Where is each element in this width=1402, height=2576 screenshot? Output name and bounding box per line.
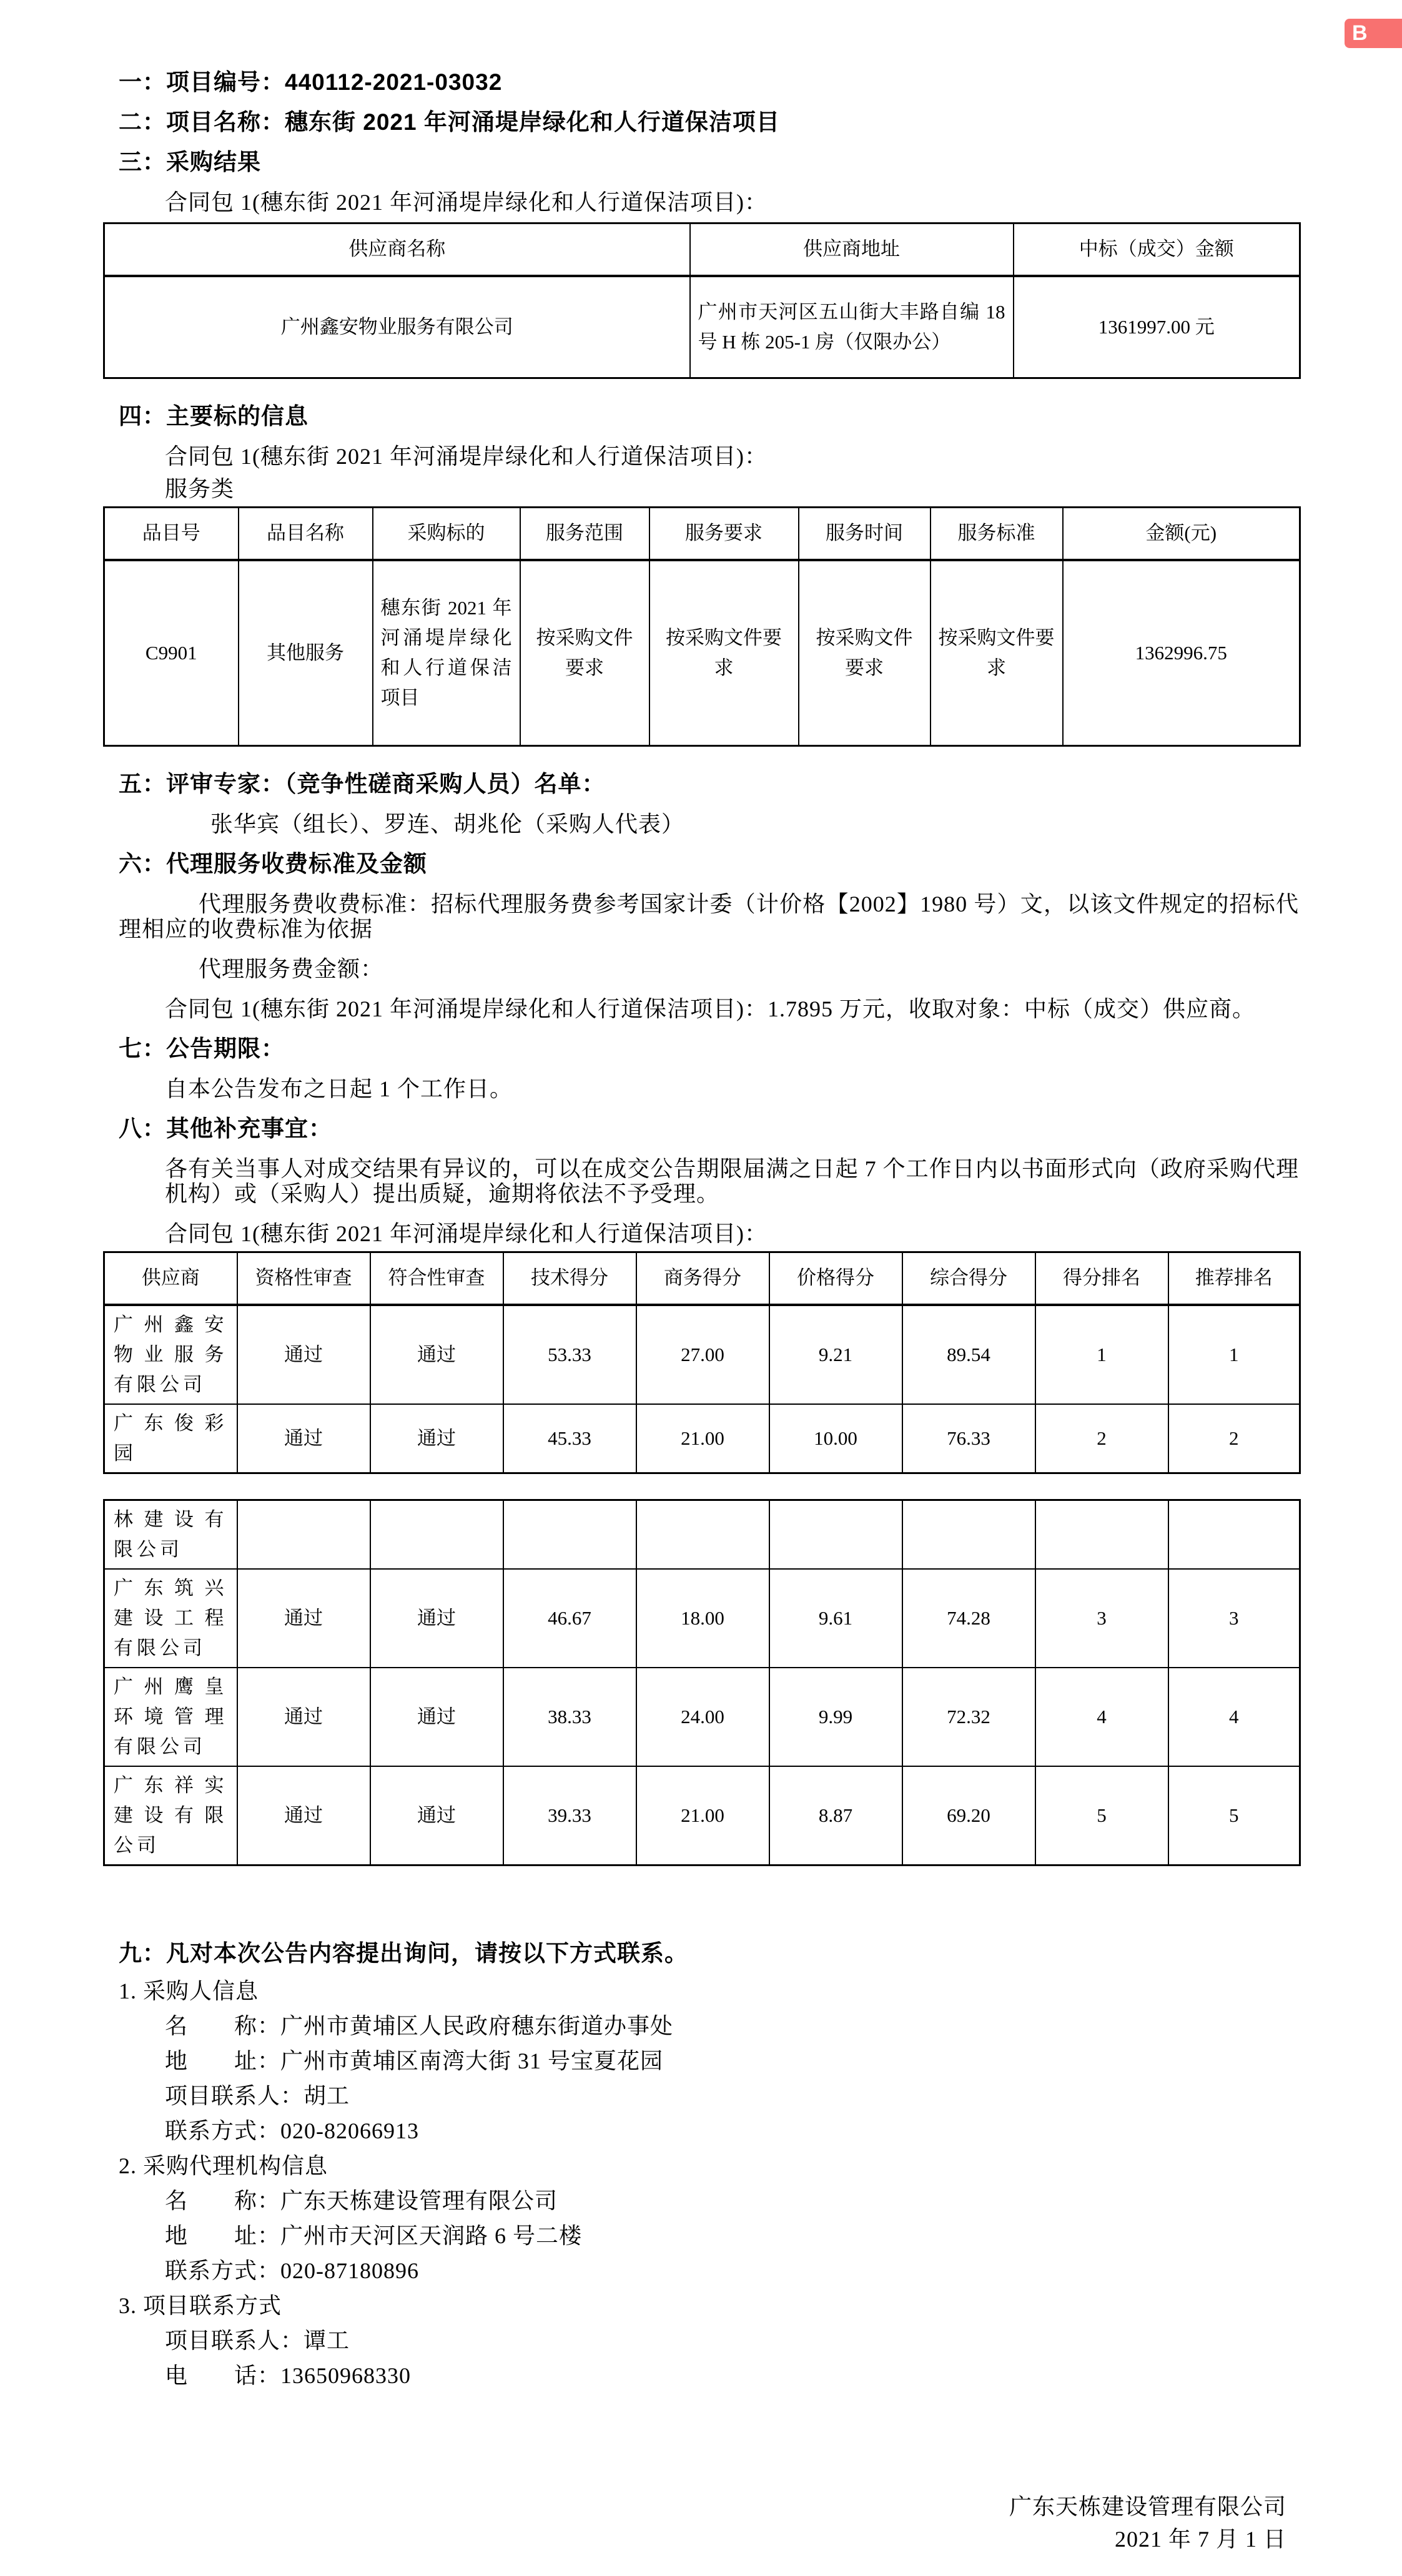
table-cell: 3 — [1168, 1569, 1300, 1668]
table-cell: 21.00 — [636, 1766, 769, 1866]
column-header: 符合性审查 — [370, 1252, 503, 1305]
agency-name: 名 称：广东天栋建设管理有限公司 — [165, 2188, 558, 2213]
section-heading-notice-period: 七：公告期限： — [119, 1036, 285, 1061]
column-header: 中标（成交）金额 — [1014, 224, 1300, 276]
package-line-subject: 合同包 1(穗东街 2021 年河涌堤岸绿化和人行道保洁项目)： — [165, 444, 768, 469]
table-cell: 8.87 — [769, 1766, 902, 1866]
column-header: 服务标准 — [931, 508, 1063, 560]
table-cell: 通过 — [237, 1766, 370, 1866]
table-row — [104, 1500, 1300, 1569]
project-contact-phone: 电 话：13650968330 — [165, 2362, 412, 2388]
column-header: 得分排名 — [1035, 1252, 1168, 1305]
table-cell: 24.00 — [636, 1668, 769, 1766]
section-heading-experts: 五：评审专家：（竞争性磋商采购人员）名单： — [119, 771, 606, 797]
table-row — [104, 1766, 1300, 1866]
table-cell: 2 — [1168, 1404, 1300, 1473]
table-cell — [769, 1500, 902, 1569]
purchaser-contact-person: 项目联系人：胡工 — [165, 2083, 350, 2108]
score-table-body-part2 — [104, 1500, 1300, 1865]
purchaser-name: 名 称：广州市黄埔区人民政府穗东街道办事处 — [165, 2013, 674, 2038]
column-header: 供应商 — [104, 1252, 237, 1305]
table-cell: 广州鑫安物业服务有限公司 — [104, 276, 690, 378]
table-cell — [636, 1500, 769, 1569]
table-cell: 广东俊彩园 — [104, 1404, 237, 1473]
score-table-part2 — [103, 1499, 1301, 1866]
result-table-head — [104, 224, 1300, 276]
fee-standard-paragraph: 代理服务费收费标准：招标代理服务费参考国家计委（计价格【2002】1980 号）文，以该文件规定的招标代理相应的收费标准为依据 — [119, 892, 1299, 941]
table-cell: 通过 — [370, 1305, 503, 1404]
service-class-label: 服务类 — [165, 476, 235, 501]
table-cell: 通过 — [237, 1404, 370, 1473]
table-header-row — [104, 224, 1300, 276]
subject-table-head — [104, 508, 1300, 560]
column-header: 技术得分 — [503, 1252, 636, 1305]
table-cell: 3 — [1035, 1569, 1168, 1668]
table-cell: 53.33 — [503, 1305, 636, 1404]
supplement-text: 各有关当事人对成交结果有异议的，可以在成交公告期限届满之日起 7 个工作日内以书面形式向（政府采购代理机构）或（采购人）提出质疑，逾期将依法不予受理。 — [165, 1156, 1299, 1206]
table-cell: 5 — [1168, 1766, 1300, 1866]
table-cell: 1361997.00 元 — [1014, 276, 1300, 378]
table-cell — [1168, 1500, 1300, 1569]
experts-list: 张华宾（组长）、罗连、胡兆伦（采购人代表） — [210, 812, 685, 837]
table-cell: 21.00 — [636, 1404, 769, 1473]
table-cell: 38.33 — [503, 1668, 636, 1766]
badge-label: B — [1352, 21, 1368, 45]
table-cell: 广州市天河区五山街大丰路自编 18 号 H 栋 205-1 房（仅限办公） — [690, 276, 1014, 378]
table-cell: 45.33 — [503, 1404, 636, 1473]
table-cell: 69.20 — [902, 1766, 1035, 1866]
table-cell: C9901 — [104, 560, 239, 746]
table-row — [104, 1305, 1300, 1404]
fee-amount-line: 合同包 1(穗东街 2021 年河涌堤岸绿化和人行道保洁项目)：1.7895 万元，收取对象：中标（成交）供应商。 — [165, 996, 1255, 1021]
table-cell: 林建设有限公司 — [104, 1500, 237, 1569]
agency-phone: 联系方式：020-87180896 — [165, 2258, 419, 2283]
column-header: 采购标的 — [373, 508, 520, 560]
subject-info-table — [103, 506, 1301, 747]
table-cell: 1362996.75 — [1063, 560, 1300, 746]
section-heading-agency-fee: 六：代理服务收费标准及金额 — [119, 851, 427, 877]
table-cell: 4 — [1035, 1668, 1168, 1766]
table-cell: 广东祥实建设有限公司 — [104, 1766, 237, 1866]
agency-info-title: 2. 采购代理机构信息 — [119, 2153, 328, 2178]
table-cell: 按采购文件要求 — [931, 560, 1063, 746]
purchaser-info-title: 1. 采购人信息 — [119, 1978, 259, 2003]
agency-address: 地 址：广州市天河区天润路 6 号二楼 — [165, 2223, 583, 2248]
table-cell: 9.99 — [769, 1668, 902, 1766]
column-header: 服务时间 — [799, 508, 931, 560]
subject-table-body — [104, 560, 1300, 746]
purchaser-address: 地 址：广州市黄埔区南湾大街 31 号宝夏花园 — [165, 2048, 664, 2073]
column-header: 价格得分 — [769, 1252, 902, 1305]
table-cell: 通过 — [237, 1668, 370, 1766]
score-table-part1 — [103, 1251, 1301, 1474]
floating-badge[interactable] — [1345, 19, 1402, 48]
table-cell: 9.21 — [769, 1305, 902, 1404]
table-cell: 89.54 — [902, 1305, 1035, 1404]
column-header: 商务得分 — [636, 1252, 769, 1305]
column-header: 供应商地址 — [690, 224, 1014, 276]
table-cell: 76.33 — [902, 1404, 1035, 1473]
table-header-row — [104, 1252, 1300, 1305]
result-table-body — [104, 276, 1300, 378]
table-cell: 通过 — [237, 1305, 370, 1404]
table-cell: 5 — [1035, 1766, 1168, 1866]
signature-block — [103, 2494, 1299, 2552]
table-cell: 按采购文件要求 — [799, 560, 931, 746]
project-contact-title: 3. 项目联系方式 — [119, 2293, 282, 2318]
table-row — [104, 560, 1300, 746]
table-cell: 通过 — [237, 1569, 370, 1668]
purchaser-phone: 联系方式：020-82066913 — [165, 2118, 419, 2143]
column-header: 供应商名称 — [104, 224, 690, 276]
table-cell: 10.00 — [769, 1404, 902, 1473]
column-header: 品目名称 — [239, 508, 373, 560]
table-cell: 2 — [1035, 1404, 1168, 1473]
notice-period-text: 自本公告发布之日起 1 个工作日。 — [165, 1076, 513, 1101]
section-heading-procurement-result: 三：采购结果 — [119, 149, 261, 175]
table-cell: 74.28 — [902, 1569, 1035, 1668]
section-heading-project-number: 一：项目编号：440112-2021-03032 — [119, 69, 503, 95]
table-row — [104, 276, 1300, 378]
table-cell: 通过 — [370, 1404, 503, 1473]
table-cell — [902, 1500, 1035, 1569]
column-header: 金额(元) — [1063, 508, 1300, 560]
table-cell: 通过 — [370, 1569, 503, 1668]
table-cell: 1 — [1035, 1305, 1168, 1404]
table-cell: 46.67 — [503, 1569, 636, 1668]
table-cell: 72.32 — [902, 1668, 1035, 1766]
section-heading-contact: 九：凡对本次公告内容提出询问，请按以下方式联系。 — [119, 1940, 688, 1966]
table-cell: 通过 — [370, 1668, 503, 1766]
table-row — [104, 1569, 1300, 1668]
table-cell: 18.00 — [636, 1569, 769, 1668]
table-cell: 其他服务 — [239, 560, 373, 746]
table-cell: 27.00 — [636, 1305, 769, 1404]
table-cell: 4 — [1168, 1668, 1300, 1766]
table-cell: 按采购文件要求 — [649, 560, 799, 746]
table-cell: 9.61 — [769, 1569, 902, 1668]
package-line-result: 合同包 1(穗东街 2021 年河涌堤岸绿化和人行道保洁项目)： — [165, 190, 768, 215]
table-cell: 广州鹰皇环境管理有限公司 — [104, 1668, 237, 1766]
column-header: 服务范围 — [520, 508, 649, 560]
table-cell — [503, 1500, 636, 1569]
table-cell: 1 — [1168, 1305, 1300, 1404]
signature-date: 2021 年 7 月 1 日 — [1114, 2526, 1286, 2552]
fee-amount-label: 代理服务费金额： — [199, 956, 384, 981]
table-cell — [1035, 1500, 1168, 1569]
table-row — [104, 1404, 1300, 1473]
table-cell: 广东筑兴建设工程有限公司 — [104, 1569, 237, 1668]
project-contact-person: 项目联系人：谭工 — [165, 2328, 350, 2353]
supplier-result-table — [103, 222, 1301, 379]
score-table-head — [104, 1252, 1300, 1305]
table-row — [104, 1668, 1300, 1766]
package-line-score: 合同包 1(穗东街 2021 年河涌堤岸绿化和人行道保洁项目)： — [165, 1221, 768, 1246]
section-heading-supplement: 八：其他补充事宜： — [119, 1116, 332, 1141]
section-heading-subject-info: 四：主要标的信息 — [119, 403, 309, 429]
signature-company: 广东天栋建设管理有限公司 — [1009, 2494, 1286, 2519]
table-header-row — [104, 508, 1300, 560]
table-cell — [370, 1500, 503, 1569]
column-header: 资格性审查 — [237, 1252, 370, 1305]
table-cell: 广州鑫安物业服务有限公司 — [104, 1305, 237, 1404]
column-header: 服务要求 — [649, 508, 799, 560]
section-heading-project-name: 二：项目名称：穗东街 2021 年河涌堤岸绿化和人行道保洁项目 — [119, 109, 780, 135]
table-cell: 穗东街 2021 年河涌堤岸绿化和人行道保洁项目 — [373, 560, 520, 746]
column-header: 推荐排名 — [1168, 1252, 1300, 1305]
score-table-body-part1 — [104, 1305, 1300, 1473]
table-cell: 通过 — [370, 1766, 503, 1866]
column-header: 综合得分 — [902, 1252, 1035, 1305]
table-cell: 39.33 — [503, 1766, 636, 1866]
table-cell: 按采购文件要求 — [520, 560, 649, 746]
table-cell — [237, 1500, 370, 1569]
column-header: 品目号 — [104, 508, 239, 560]
